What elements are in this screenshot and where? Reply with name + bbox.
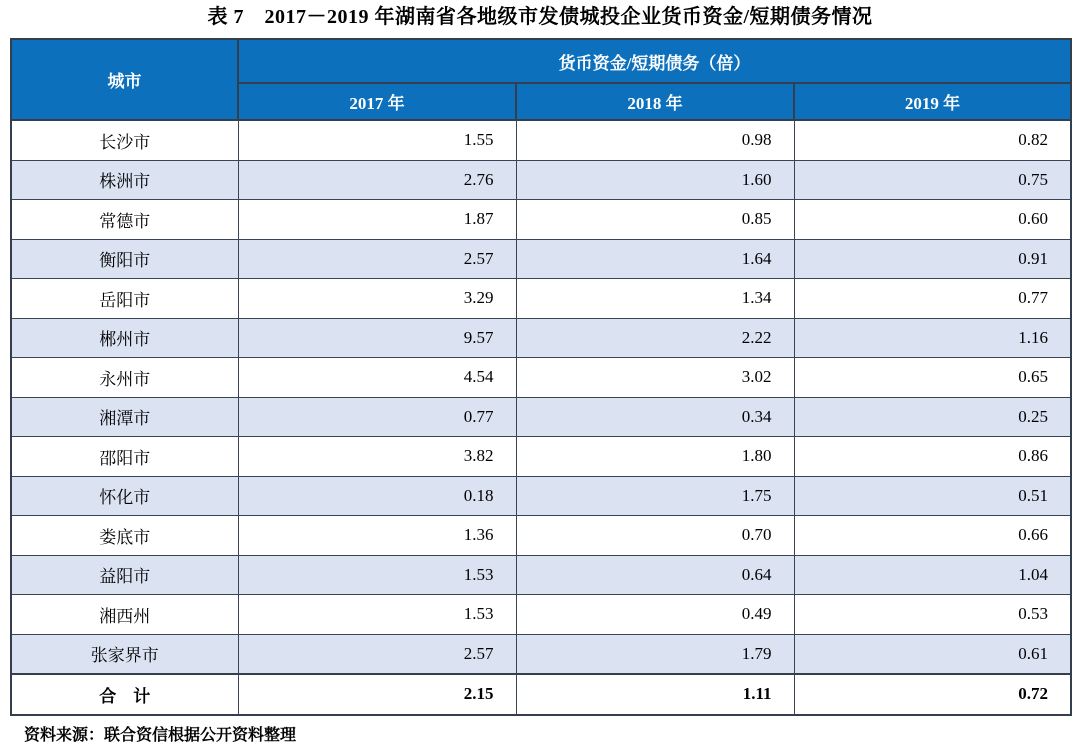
- value-2017: 0.18: [238, 476, 516, 516]
- table-row: [11, 358, 1071, 398]
- city-name: 永州市: [11, 358, 238, 398]
- total-label: 合 计: [11, 674, 238, 715]
- value-2019: 0.86: [794, 437, 1071, 477]
- header-year-2017: 2017 年: [238, 83, 516, 120]
- table-row: [11, 555, 1071, 595]
- value-2018: 0.49: [516, 595, 794, 635]
- value-2017: 1.55: [238, 120, 516, 160]
- value-2019: 0.61: [794, 634, 1071, 674]
- value-2019: 0.91: [794, 239, 1071, 279]
- city-name: 岳阳市: [11, 279, 238, 319]
- total-row: [11, 674, 1071, 715]
- value-2017: 0.77: [238, 397, 516, 437]
- city-name: 张家界市: [11, 634, 238, 674]
- value-2017: 9.57: [238, 318, 516, 358]
- value-2018: 2.22: [516, 318, 794, 358]
- value-2019: 1.04: [794, 555, 1071, 595]
- table-row: [11, 239, 1071, 279]
- value-2017: 3.29: [238, 279, 516, 319]
- value-2018: 1.64: [516, 239, 794, 279]
- value-2019: 0.60: [794, 200, 1071, 240]
- value-2018: 0.85: [516, 200, 794, 240]
- city-name: 株洲市: [11, 160, 238, 200]
- table-title: 表 7 2017－2019 年湖南省各地级市发债城投企业货币资金/短期债务情况: [207, 6, 873, 28]
- total-2019: 0.72: [794, 674, 1071, 715]
- value-2018: 0.34: [516, 397, 794, 437]
- table-row: [11, 516, 1071, 556]
- value-2017: 2.57: [238, 239, 516, 279]
- city-name: 衡阳市: [11, 239, 238, 279]
- value-2017: 2.76: [238, 160, 516, 200]
- value-2017: 2.57: [238, 634, 516, 674]
- value-2018: 1.80: [516, 437, 794, 477]
- table-row: [11, 595, 1071, 635]
- value-2019: 0.66: [794, 516, 1071, 556]
- value-2017: 3.82: [238, 437, 516, 477]
- table-row: [11, 279, 1071, 319]
- value-2017: 1.53: [238, 555, 516, 595]
- city-name: 邵阳市: [11, 437, 238, 477]
- value-2018: 3.02: [516, 358, 794, 398]
- city-name: 郴州市: [11, 318, 238, 358]
- value-2018: 1.34: [516, 279, 794, 319]
- value-2019: 0.77: [794, 279, 1071, 319]
- value-2019: 0.53: [794, 595, 1071, 635]
- value-2017: 4.54: [238, 358, 516, 398]
- total-2017: 2.15: [238, 674, 516, 715]
- city-name: 娄底市: [11, 516, 238, 556]
- value-2017: 1.36: [238, 516, 516, 556]
- table-row: [11, 200, 1071, 240]
- value-2019: 0.51: [794, 476, 1071, 516]
- table-row: [11, 397, 1071, 437]
- value-2018: 1.60: [516, 160, 794, 200]
- value-2019: 0.25: [794, 397, 1071, 437]
- city-debt-table: [10, 38, 1072, 716]
- city-name: 常德市: [11, 200, 238, 240]
- table-row: [11, 437, 1071, 477]
- value-2019: 0.75: [794, 160, 1071, 200]
- value-2018: 1.79: [516, 634, 794, 674]
- table-row: [11, 120, 1071, 160]
- table-header: [11, 39, 1071, 120]
- city-name: 益阳市: [11, 555, 238, 595]
- value-2017: 1.87: [238, 200, 516, 240]
- city-name: 湘潭市: [11, 397, 238, 437]
- total-2018: 1.11: [516, 674, 794, 715]
- city-name: 怀化市: [11, 476, 238, 516]
- value-2019: 0.65: [794, 358, 1071, 398]
- table-row: [11, 476, 1071, 516]
- value-2018: 1.75: [516, 476, 794, 516]
- header-year-2019: 2019 年: [794, 83, 1071, 120]
- value-2019: 1.16: [794, 318, 1071, 358]
- table-body: [11, 120, 1071, 715]
- value-2019: 0.82: [794, 120, 1071, 160]
- value-2018: 0.70: [516, 516, 794, 556]
- table-row: [11, 634, 1071, 674]
- city-name: 湘西州: [11, 595, 238, 635]
- header-city: 城市: [11, 39, 238, 120]
- value-2018: 0.98: [516, 120, 794, 160]
- header-group-monetary-funds-to-short-term-debt: 货币资金/短期债务（倍）: [238, 39, 1071, 83]
- table-row: [11, 318, 1071, 358]
- header-year-2018: 2018 年: [516, 83, 794, 120]
- value-2017: 1.53: [238, 595, 516, 635]
- city-name: 长沙市: [11, 120, 238, 160]
- source-note: 资料来源：联合资信根据公开资料整理: [24, 726, 297, 744]
- value-2018: 0.64: [516, 555, 794, 595]
- table-row: [11, 160, 1071, 200]
